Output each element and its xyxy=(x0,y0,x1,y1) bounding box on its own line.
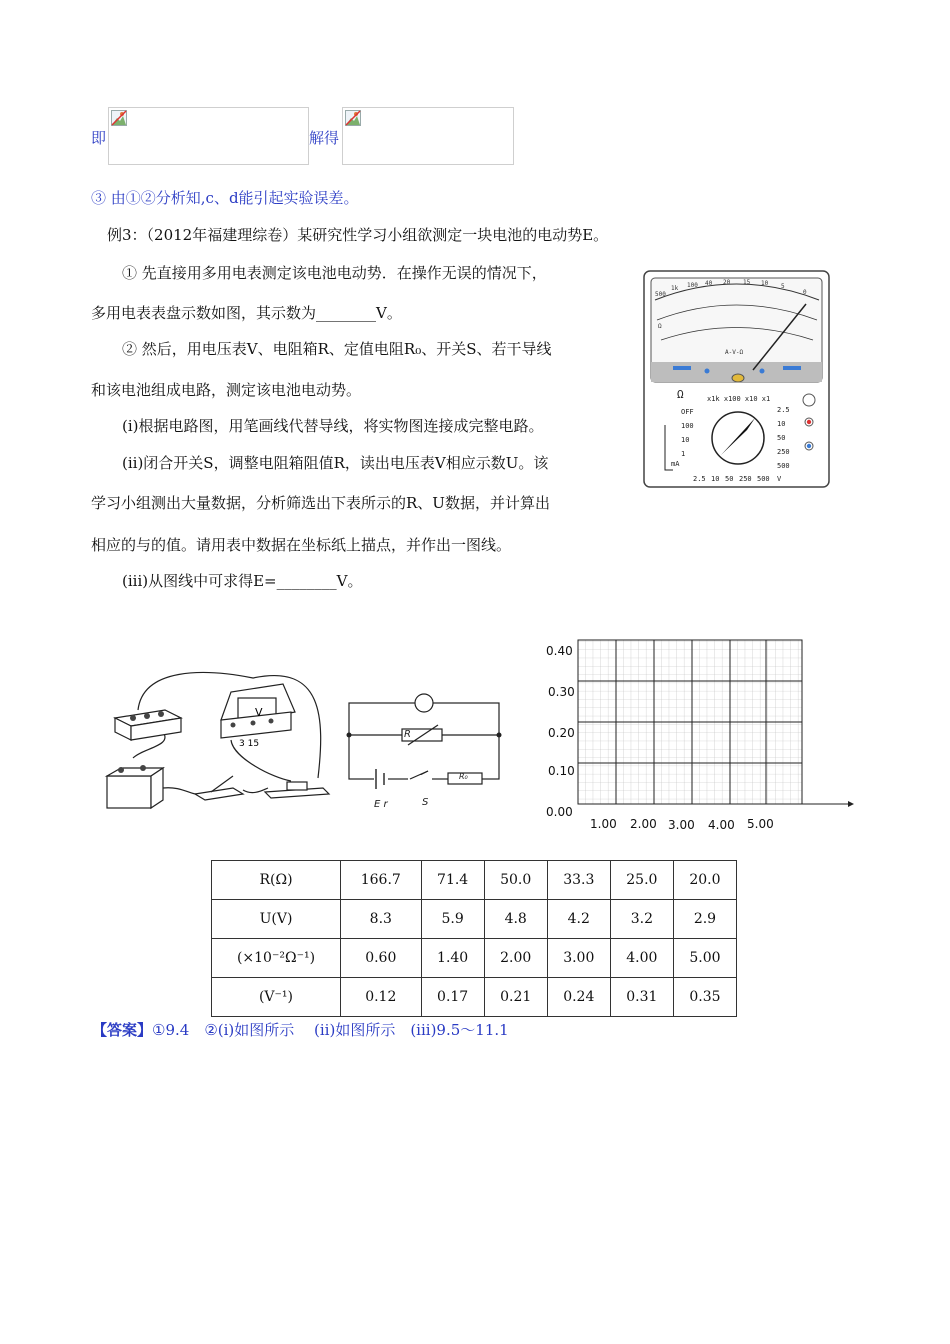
data-table xyxy=(211,860,737,1017)
para-2b: 和该电池组成电路，测定该电池电动势。 xyxy=(91,381,362,399)
row-label: (×10⁻²Ω⁻¹) xyxy=(212,939,341,978)
table-cell: 0.12 xyxy=(341,978,422,1017)
answer-text: ①9.4 ②(ⅰ)如图所示 (ⅱ)如图所示 (iii)9.5～11.1 xyxy=(152,1021,509,1039)
meter-scale-text: 10 xyxy=(761,280,769,287)
meter-dial-label: 50 xyxy=(777,434,786,442)
table-cell: 33.3 xyxy=(547,861,610,900)
para-1a: ① 先直接用多用电表测定该电池电动势．在操作无误的情况下， xyxy=(122,264,547,282)
table-cell: 3.2 xyxy=(610,900,673,939)
table-cell: 4.2 xyxy=(547,900,610,939)
ji-text: 即 xyxy=(91,129,107,147)
para-4a: (ⅱ)闭合开关S，调整电阻箱阻值R，读出电压表V相应示数U。该 xyxy=(122,454,549,472)
multimeter-figure xyxy=(643,270,830,488)
broken-image-icon xyxy=(111,110,127,126)
table-cell: 2.9 xyxy=(673,900,736,939)
meter-dial-label: 10 xyxy=(777,420,786,428)
meter-dial-label: 250 xyxy=(777,448,790,456)
row-label: (V⁻¹) xyxy=(212,978,341,1017)
meter-unit-omega: Ω xyxy=(658,323,662,330)
meter-dial-label: 50 xyxy=(725,475,734,483)
para-1b: 多用电表表盘示数如图，其示数为________V。 xyxy=(91,304,402,322)
x-tick: 4.00 xyxy=(708,818,735,832)
table-cell: 1.40 xyxy=(421,939,484,978)
answer-tag: 【答案】 xyxy=(92,1021,153,1039)
graph-paper xyxy=(540,625,860,835)
table-row xyxy=(212,900,737,939)
meter-dial-label: 2.5 xyxy=(777,406,790,414)
table-cell: 4.8 xyxy=(484,900,547,939)
table-row xyxy=(212,978,737,1017)
table-cell: 0.17 xyxy=(421,978,484,1017)
table-cell: 71.4 xyxy=(421,861,484,900)
meter-dial-label: 500 xyxy=(757,475,770,483)
table-row xyxy=(212,939,737,978)
x-tick: 5.00 xyxy=(747,817,774,831)
table-cell: 0.31 xyxy=(610,978,673,1017)
jiede-text: 解得 xyxy=(309,129,340,147)
equation-image-1 xyxy=(108,107,309,165)
meter-dial-label: 250 xyxy=(739,475,752,483)
table-cell: 5.9 xyxy=(421,900,484,939)
example-title: 例3：（2012年福建理综卷）某研究性学习小组欲测定一块电池的电动势E。 xyxy=(107,226,609,244)
para-5: (iii)从图线中可求得E=________V。 xyxy=(122,572,363,590)
y-tick: 0.10 xyxy=(548,764,575,778)
table-cell: 8.3 xyxy=(341,900,422,939)
er-label: E r xyxy=(374,799,388,810)
meter-dial-label: 500 xyxy=(777,462,790,470)
apparatus-sketch xyxy=(103,658,335,814)
y-tick: 0.20 xyxy=(548,726,575,740)
table-cell: 0.24 xyxy=(547,978,610,1017)
meter-scale-text: 1k xyxy=(671,285,679,292)
meter-scale-text: 5 xyxy=(781,283,785,290)
meter-scale-text: 40 xyxy=(705,280,713,287)
meter-scale-text: 500 xyxy=(655,291,666,298)
meter-scale-text: 100 xyxy=(687,282,698,289)
table-cell: 3.00 xyxy=(547,939,610,978)
meter-omega: Ω xyxy=(677,388,684,401)
table-cell: 20.0 xyxy=(673,861,736,900)
row-label: R(Ω) xyxy=(212,861,341,900)
meter-dial-label: 1 xyxy=(681,450,686,458)
table-cell: 5.00 xyxy=(673,939,736,978)
r0-label: R₀ xyxy=(459,772,468,781)
y-tick: 0.00 xyxy=(546,805,573,819)
y-tick: 0.40 xyxy=(546,644,573,658)
broken-image-icon xyxy=(345,110,361,126)
meter-range: x1k x100 x10 x1 xyxy=(707,395,771,403)
meter-dial-label: OFF xyxy=(681,408,694,416)
meter-dial-label: 100 xyxy=(681,422,694,430)
x-tick: 3.00 xyxy=(668,818,695,832)
table-cell: 2.00 xyxy=(484,939,547,978)
para-3: (ⅰ)根据电路图，用笔画线代替导线，将实物图连接成完整电路。 xyxy=(122,417,544,435)
meter-scale-text: 20 xyxy=(723,279,731,286)
meter-ma: mA xyxy=(671,460,680,468)
table-cell: 0.21 xyxy=(484,978,547,1017)
circuit-diagram xyxy=(344,683,504,813)
table-cell: 0.35 xyxy=(673,978,736,1017)
x-tick: 1.00 xyxy=(590,817,617,831)
terminal-label: 3 15 xyxy=(239,739,260,749)
table-cell: 0.60 xyxy=(341,939,422,978)
para-2a: ② 然后，用电压表V、电阻箱R、定值电阻R₀、开关S、若干导线 xyxy=(122,340,552,358)
meter-avo: A-V-Ω xyxy=(725,349,744,356)
answer-line xyxy=(92,1019,509,1040)
meter-scale-text: 0 xyxy=(803,289,807,296)
analysis-line: ③ 由①②分析知,c、d能引起实验误差。 xyxy=(91,189,359,207)
meter-dial-label: 2.5 xyxy=(693,475,706,483)
table-cell: 166.7 xyxy=(341,861,422,900)
voltmeter-v-label: V xyxy=(255,706,263,719)
table-row xyxy=(212,861,737,900)
meter-scale-text: 15 xyxy=(743,279,751,286)
r-label: R xyxy=(404,729,411,740)
table-cell: 4.00 xyxy=(610,939,673,978)
table-cell: 25.0 xyxy=(610,861,673,900)
row-label: U(V) xyxy=(212,900,341,939)
meter-dial-label: 10 xyxy=(681,436,690,444)
meter-dial-label: V xyxy=(777,475,782,483)
meter-dial-label: 10 xyxy=(711,475,720,483)
para-4c: 相应的与的值。请用表中数据在坐标纸上描点，并作出一图线。 xyxy=(91,536,512,554)
table-cell: 50.0 xyxy=(484,861,547,900)
para-4b: 学习小组测出大量数据，分析筛选出下表所示的R、U数据，并计算出 xyxy=(91,494,550,512)
equation-image-2 xyxy=(342,107,514,165)
s-label: S xyxy=(422,797,429,808)
y-tick: 0.30 xyxy=(548,685,575,699)
x-tick: 2.00 xyxy=(630,817,657,831)
